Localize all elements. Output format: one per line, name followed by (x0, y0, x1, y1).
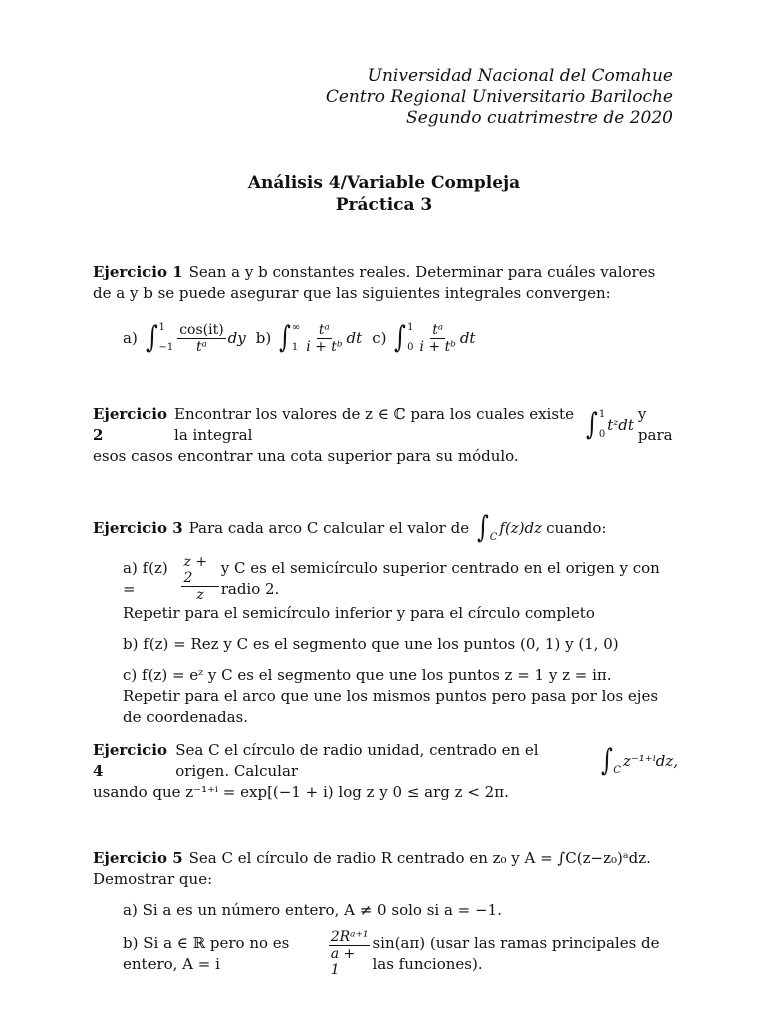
integrand-b-den: i + tᵇ (306, 338, 343, 355)
item-a-label: a) (123, 328, 138, 347)
integrand-c (417, 322, 457, 355)
exercise-5-label: Ejercicio 5 (93, 849, 183, 867)
exercise-5-b-num: 2Rᵃ⁺¹ (330, 929, 369, 945)
exercise-5 (93, 848, 678, 978)
exercise-5-statement (93, 848, 678, 890)
exercise-3 (93, 508, 678, 728)
exercise-1-text: Sean a y b constantes reales. Determinar para cuáles valores de a y b se puede asegurar que las siguientes integrales convergen: (93, 263, 656, 302)
exercise-4-int-lower: C (613, 765, 621, 776)
exercise-3-item-c (123, 665, 678, 728)
exercise-5-item-b (123, 929, 678, 978)
exercise-2-text: Encontrar los valores de z ∈ ℂ para los cuales existe la integral (174, 405, 574, 444)
integral-b-upper: ∞ (291, 322, 301, 333)
item-c-label: c) (372, 328, 387, 347)
item-b-label: b) (255, 328, 272, 347)
exercise-5-b-before: b) Si a ∈ ℝ pero no es entero, A = i (123, 933, 290, 973)
exercise-2-int-upper: 1 (598, 409, 606, 420)
integrand-a-den: tᵃ (195, 338, 207, 355)
exercise-3-c-line2: Repetir para el arco que une los mismos puntos pero pasa por los ejes de coordenadas. (123, 687, 659, 726)
exercise-4-integrand: z⁻¹⁺ⁱdz, (622, 751, 678, 770)
header-university: Universidad Nacional del Comahue (367, 66, 673, 86)
header-center: Centro Regional Universitario Bariloche (325, 87, 673, 107)
integral-b-lower: 1 (291, 342, 299, 353)
exercise-1-label: Ejercicio 1 (93, 263, 183, 281)
exercise-5-item-a: a) Si a es un número entero, A ≠ 0 solo si a = −1. (123, 901, 502, 919)
exercise-3-text: Para cada arco C calcular el valor de (188, 518, 470, 537)
exercise-2-line1 (93, 404, 678, 446)
integral-c-lower: 0 (407, 342, 414, 353)
title-practice: Práctica 3 (335, 195, 433, 215)
exercise-3-a-num: z + 2 (181, 554, 218, 587)
exercise-5-text: Sea C el círculo de radio R centrado en z₀ y A = ∫C(z−z₀)ᵃdz. Demostrar que: (93, 849, 651, 888)
integrand-b-diff: dt (346, 328, 363, 347)
exercise-3-label: Ejercicio 3 (93, 518, 183, 537)
integrand-c-den: i + tᵇ (419, 338, 456, 355)
integral-c-upper: 1 (407, 322, 414, 333)
exercise-2-text-after: y para (637, 405, 673, 444)
exercise-1-integrals (123, 318, 678, 358)
exercise-2-label: Ejercicio 2 (93, 405, 167, 444)
exercise-2-integral: ∫ 1 0 (584, 405, 605, 445)
exercise-4-integral: ∫ C (599, 741, 621, 781)
exercise-3-a-text: y C es el semicírculo superior centrado en el origen y con radio 2. (220, 558, 660, 598)
integrand-c-num: tᵃ (432, 321, 444, 338)
integral-a: ∫ 1 −1 (144, 318, 173, 358)
integrand-c-diff: dt (459, 328, 476, 347)
exercise-3-item-a (123, 554, 678, 624)
exercise-2-integrand: tᶻdt (607, 415, 634, 434)
exercise-3-integral: ∫ C (475, 508, 497, 548)
exercise-2-int-lower: 0 (598, 429, 606, 440)
document-title (0, 172, 768, 216)
exercise-1-statement (93, 262, 678, 304)
integrand-b-num: tᵃ (318, 321, 330, 338)
exercise-5-b-after: sin(aπ) (usar las ramas principales de las funciones). (372, 933, 660, 973)
exercise-5-b-den: a + 1 (330, 946, 356, 978)
exercise-4-line1 (93, 740, 678, 782)
exercise-4-label: Ejercicio 4 (93, 741, 167, 780)
title-course: Análisis 4/Variable Compleja (247, 173, 521, 193)
integrand-a-num: cos(it) (179, 321, 224, 338)
exercise-3-a-den: z (196, 587, 204, 603)
integrand-b (304, 322, 344, 355)
exercise-3-a-line2: Repetir para el semicírculo inferior y para el círculo completo (123, 604, 595, 622)
exercise-3-a-label: a) f(z) = (123, 558, 168, 598)
exercise-3-a-fraction (181, 554, 218, 603)
exercise-1 (93, 262, 678, 358)
exercise-3-int-lower: C (489, 532, 498, 543)
exercise-2-line2: esos casos encontrar una cota superior para su módulo. (93, 447, 519, 465)
exercise-2 (93, 404, 678, 467)
exercise-5-b-fraction (329, 929, 371, 978)
integral-a-upper: 1 (158, 322, 165, 333)
exercise-3-line1 (93, 508, 678, 548)
integral-c: ∫ 1 0 (392, 318, 413, 358)
exercise-3-c-text: c) f(z) = eᶻ y C es el segmento que une los puntos z = 1 y z = iπ. (123, 666, 612, 684)
integrand-a-diff: dy (227, 328, 246, 347)
exercise-3-item-b: b) f(z) = Rez y C es el segmento que une los puntos (0, 1) y (1, 0) (123, 635, 619, 653)
integrand-a (177, 322, 225, 355)
exercise-4-text: Sea C el círculo de radio unidad, centrado en el origen. Calcular (175, 741, 539, 780)
integral-b: ∫ ∞ 1 (277, 318, 300, 358)
exercise-4 (93, 740, 678, 803)
exercise-4-line2: usando que z⁻¹⁺ⁱ = exp[(−1 + i) log z y 0 ≤ arg z < 2π. (93, 783, 509, 801)
exercise-3-integrand: f(z)dz (499, 518, 543, 537)
header-semester: Segundo cuatrimestre de 2020 (406, 108, 673, 128)
integral-a-lower: −1 (158, 342, 174, 353)
exercise-3-text-after: cuando: (546, 518, 607, 537)
document-header (326, 66, 673, 129)
